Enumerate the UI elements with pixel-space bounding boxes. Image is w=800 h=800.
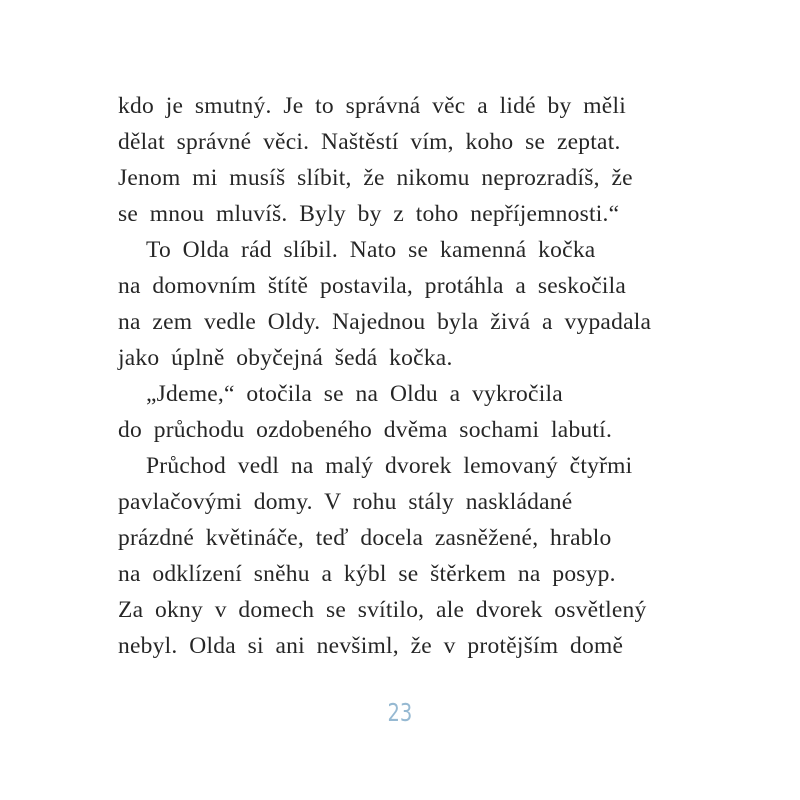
text-line: na odklízení sněhu a kýbl se štěrkem na posyp. (118, 561, 616, 587)
text-line: nebyl. Olda si ani nevšiml, že v protějším domě (118, 633, 624, 659)
text-line: se mnou mluvíš. Byly by z toho nepříjemnosti.“ (118, 201, 620, 227)
text-line: Jenom mi musíš slíbit, že nikomu neprozradíš, že (118, 165, 633, 191)
text-line: prázdné květináče, teď docela zasněžené, hrablo (118, 525, 612, 551)
page-number-value: 23 (387, 698, 413, 727)
text-line: To Olda rád slíbil. Nato se kamenná kočka (146, 237, 596, 263)
text-line: jako úplně obyčejná šedá kočka. (118, 345, 453, 371)
text-line: do průchodu ozdobeného dvěma sochami labutí. (118, 417, 613, 443)
text-line: „Jdeme,“ otočila se na Oldu a vykročila (146, 381, 563, 407)
text-line: kdo je smutný. Je to správná věc a lidé by měli (118, 93, 626, 119)
text-line: dělat správné věci. Naštěstí vím, koho se zeptat. (118, 129, 621, 155)
page-number (0, 700, 800, 726)
text-line: na domovním štítě postavila, protáhla a seskočila (118, 273, 627, 299)
text-line: Průchod vedl na malý dvorek lemovaný čtyřmi (146, 453, 633, 479)
text-block (118, 88, 688, 664)
text-line: na zem vedle Oldy. Najednou byla živá a vypadala (118, 309, 652, 335)
text-line: Za okny v domech se svítilo, ale dvorek osvětlený (118, 597, 647, 623)
text-line: pavlačovými domy. V rohu stály naskládané (118, 489, 573, 515)
